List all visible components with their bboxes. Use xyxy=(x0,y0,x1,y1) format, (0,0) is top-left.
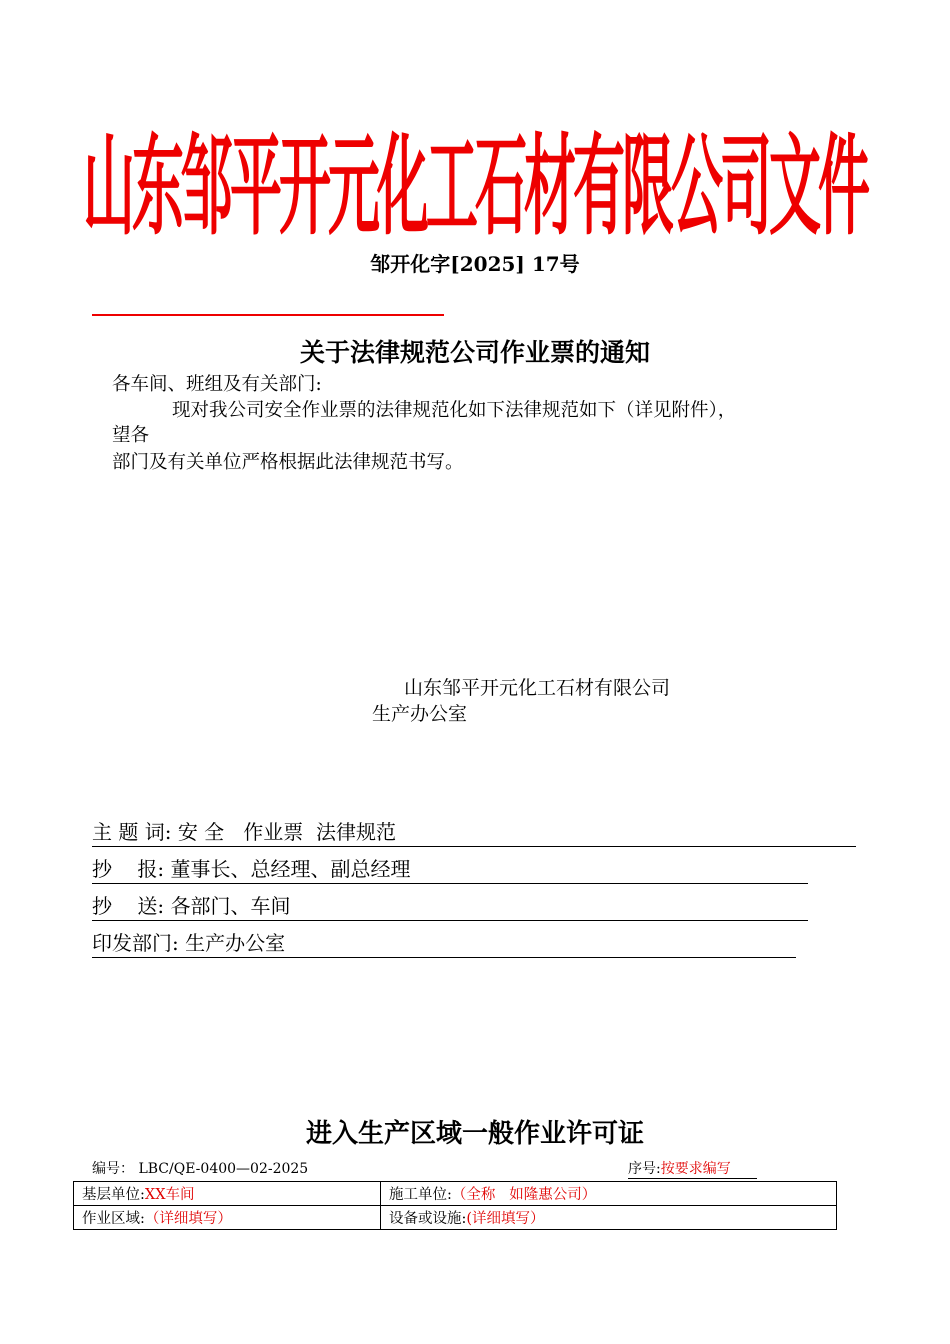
issuer-value: 生产办公室 xyxy=(185,931,286,955)
notice-body-line: 望各 xyxy=(112,425,150,446)
table-cell xyxy=(381,1206,837,1230)
send-value: 各部门、车间 xyxy=(170,894,291,918)
subject-value: 安 全 作业票 法律规范 xyxy=(177,820,396,844)
permit-serial-value: 按要求编写 xyxy=(660,1161,731,1177)
table-cell xyxy=(74,1206,381,1230)
signature-department: 生产办公室 xyxy=(372,703,468,725)
cell-label: 作业区域: xyxy=(82,1211,145,1227)
permit-number-value: LBC/QE-0400—02-2025 xyxy=(138,1161,309,1177)
company-file-title: 山东邹平开元化工石材有限公司文件 xyxy=(82,125,867,252)
copy-to-row xyxy=(92,892,808,921)
cell-label: 施工单位: xyxy=(389,1187,452,1203)
cell-value: (详细填写） xyxy=(466,1211,545,1227)
send-label: 抄 送: xyxy=(92,894,165,918)
report-value: 董事长、总经理、副总经理 xyxy=(170,857,411,881)
subject-keywords-row xyxy=(92,818,856,847)
cell-value: （详细填写） xyxy=(144,1211,232,1227)
permit-serial xyxy=(628,1158,757,1179)
cell-label: 设备或设施: xyxy=(389,1211,467,1227)
signature-company: 山东邹平开元化工石材有限公司 xyxy=(404,677,671,699)
cell-value: （全称 如隆惠公司） xyxy=(451,1187,597,1203)
issuer-label: 印发部门: xyxy=(92,931,179,955)
cell-value: XX车间 xyxy=(144,1187,195,1203)
red-divider xyxy=(92,314,444,316)
table-row xyxy=(74,1182,837,1206)
notice-body-line: 现对我公司安全作业票的法律规范化如下法律规范如下（详见附件）， xyxy=(172,400,737,421)
permit-number xyxy=(92,1158,308,1178)
table-row xyxy=(74,1206,837,1230)
table-cell xyxy=(74,1182,381,1206)
table-cell xyxy=(381,1182,837,1206)
permit-serial-label: 序号: xyxy=(628,1161,661,1177)
notice-title: 关于法律规范公司作业票的通知 xyxy=(299,338,650,367)
permit-number-label: 编号： xyxy=(92,1161,134,1177)
document-number: 邹开化字[2025] 17号 xyxy=(370,252,580,276)
notice-body-line: 部门及有关单位严格根据此法律规范书写。 xyxy=(112,452,464,473)
subject-label: 主 题 词: xyxy=(92,820,172,844)
cell-label: 基层单位: xyxy=(82,1187,145,1203)
issuer-row xyxy=(92,929,796,958)
report-to-row xyxy=(92,855,808,884)
notice-salutation: 各车间、班组及有关部门: xyxy=(112,374,322,395)
report-label: 抄 报: xyxy=(92,857,165,881)
permit-table xyxy=(73,1181,837,1230)
permit-title: 进入生产区域一般作业许可证 xyxy=(305,1119,644,1149)
